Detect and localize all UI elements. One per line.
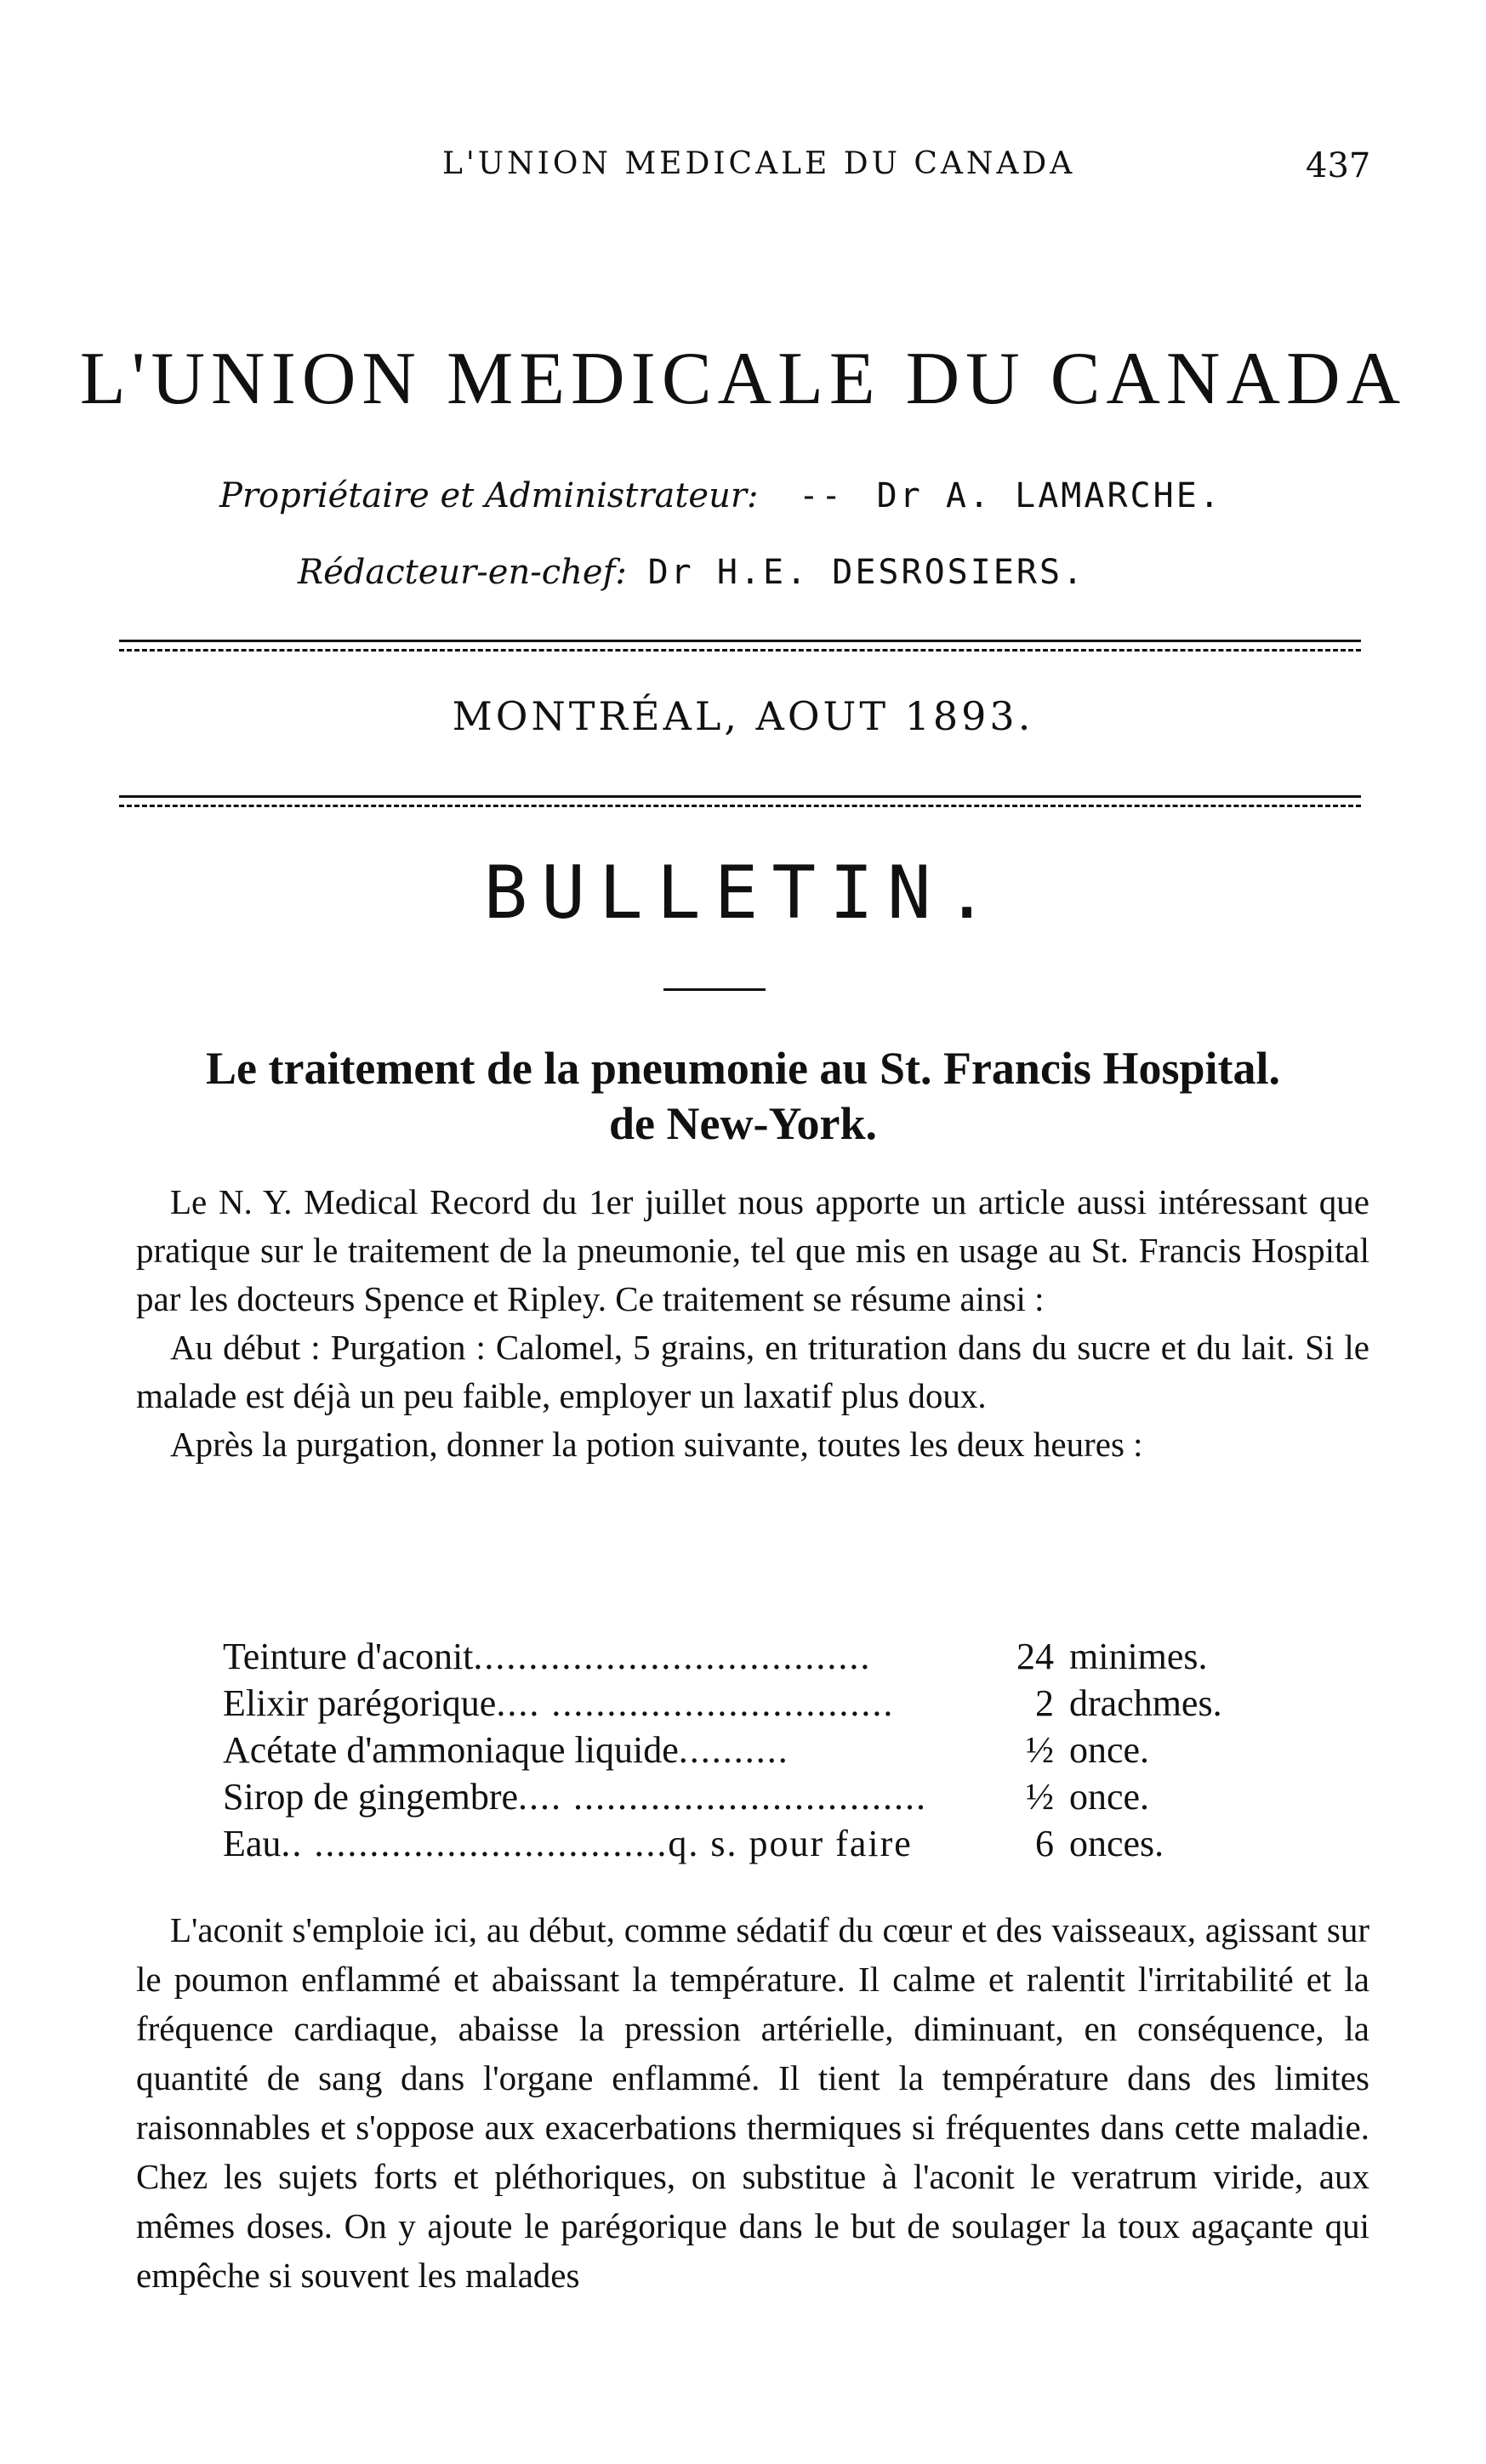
prescription-row [223, 1727, 1329, 1773]
ingredient-quantity: ½ [1026, 1729, 1054, 1771]
editor-name: Dr H.E. DESROSIERS. [647, 553, 1086, 592]
proprietor-dashes: - - [803, 476, 837, 515]
ingredient-quantity: 24 [1016, 1636, 1054, 1677]
section-divider [663, 988, 766, 991]
editor-label: Rédacteur-en-chef: [298, 553, 627, 592]
ingredient-name: Acétate d'ammoniaque liquide [223, 1729, 679, 1771]
prescription-row [223, 1773, 1329, 1820]
paragraph-intro: Le N. Y. Medical Record du 1er juillet nous apporte un article aussi intéressant que pratique sur le traitement de la pneumonie, tel que mis en usage au St. Francis Hospital par les docteurs Spence et Ripley. Ce traitement se résume ainsi : [136, 1182, 1369, 1318]
ingredient-unit: once. [1069, 1776, 1150, 1818]
paragraph-debut: Au début : Purgation : Calomel, 5 grains, en trituration dans du sucre et du lait. Si le malade est déjà un peu faible, employer un laxatif plus doux. [136, 1328, 1369, 1415]
ingredient-unit: once. [1069, 1729, 1150, 1771]
article-title-line1: Le traitement de la pneumonie au St. Francis Hospital. [206, 1043, 1280, 1094]
ingredient-unit: onces. [1069, 1823, 1164, 1864]
running-head-title: L'UNION MEDICALE DU CANADA [442, 146, 1076, 181]
article-body-intro [136, 1178, 1369, 1469]
ingredient-name: Eau [223, 1823, 282, 1864]
proprietor-line [219, 476, 1222, 515]
ingredient-quantity: ½ [1026, 1776, 1054, 1818]
page-number: 437 [1306, 146, 1371, 185]
paragraph-closing: L'aconit s'emploie ici, au début, comme sédatif du cœur et des vaisseaux, agissant sur le poumon enflammé et abaissant la température. Il calme et ralentit l'irritabilité et la fréquence cardiaque, abaisse la pression artérielle, diminuant, en conséquence, la quantité de sang dans l'organe enflammé. Il tient la température dans des limites raisonnables et s'oppose aux exacerbations thermiques si fréquentes dans cette maladie. Chez les sujets forts et pléthoriques, on substitue à l'aconit le veratrum viride, aux mêmes doses. On y ajoute le parégorique dans le but de soulager la toux agaçante qui empêche si souvent les malades [136, 1910, 1369, 2295]
leader-dots: .................................... [473, 1636, 872, 1677]
running-head [0, 146, 1486, 197]
header-rule-top-dashed [119, 649, 1361, 652]
ingredient-unit: drachmes. [1069, 1682, 1222, 1724]
ingredient-name: Sirop de gingembre [223, 1776, 519, 1818]
ingredient-quantity: 6 [1035, 1823, 1054, 1864]
leader-dots: .... ................................ [518, 1776, 928, 1818]
proprietor-name: Dr A. LAMARCHE. [876, 476, 1222, 515]
leader-dots: .. ................................q. s. pour faire [281, 1823, 913, 1864]
prescription-list [223, 1633, 1329, 1867]
leader-dots: .... ............................... [496, 1682, 895, 1724]
header-rule-top [119, 640, 1361, 642]
proprietor-label: Propriétaire et Administrateur: [219, 476, 759, 515]
article-body-closing [136, 1905, 1369, 2300]
article-title-line2: de New-York. [609, 1098, 877, 1149]
ingredient-name: Teinture d'aconit [223, 1636, 474, 1677]
ingredient-unit: minimes. [1069, 1636, 1208, 1677]
editor-line [298, 553, 1085, 592]
prescription-row [223, 1633, 1329, 1680]
leader-dots: .......... [678, 1729, 789, 1771]
prescription-row [223, 1680, 1329, 1727]
paragraph-apres: Après la purgation, donner la potion suivante, toutes les deux heures : [170, 1425, 1143, 1464]
prescription-row [223, 1820, 1329, 1867]
header-rule-bottom-dashed [119, 805, 1361, 807]
dateline: MONTRÉAL, AOUT 1893. [452, 693, 1034, 739]
ingredient-quantity: 2 [1035, 1682, 1054, 1724]
header-rule-bottom [119, 795, 1361, 798]
ingredient-name: Elixir parégorique [223, 1682, 497, 1724]
section-title: BULLETIN. [483, 851, 1003, 936]
masthead-title: L'UNION MEDICALE DU CANADA [79, 338, 1407, 420]
